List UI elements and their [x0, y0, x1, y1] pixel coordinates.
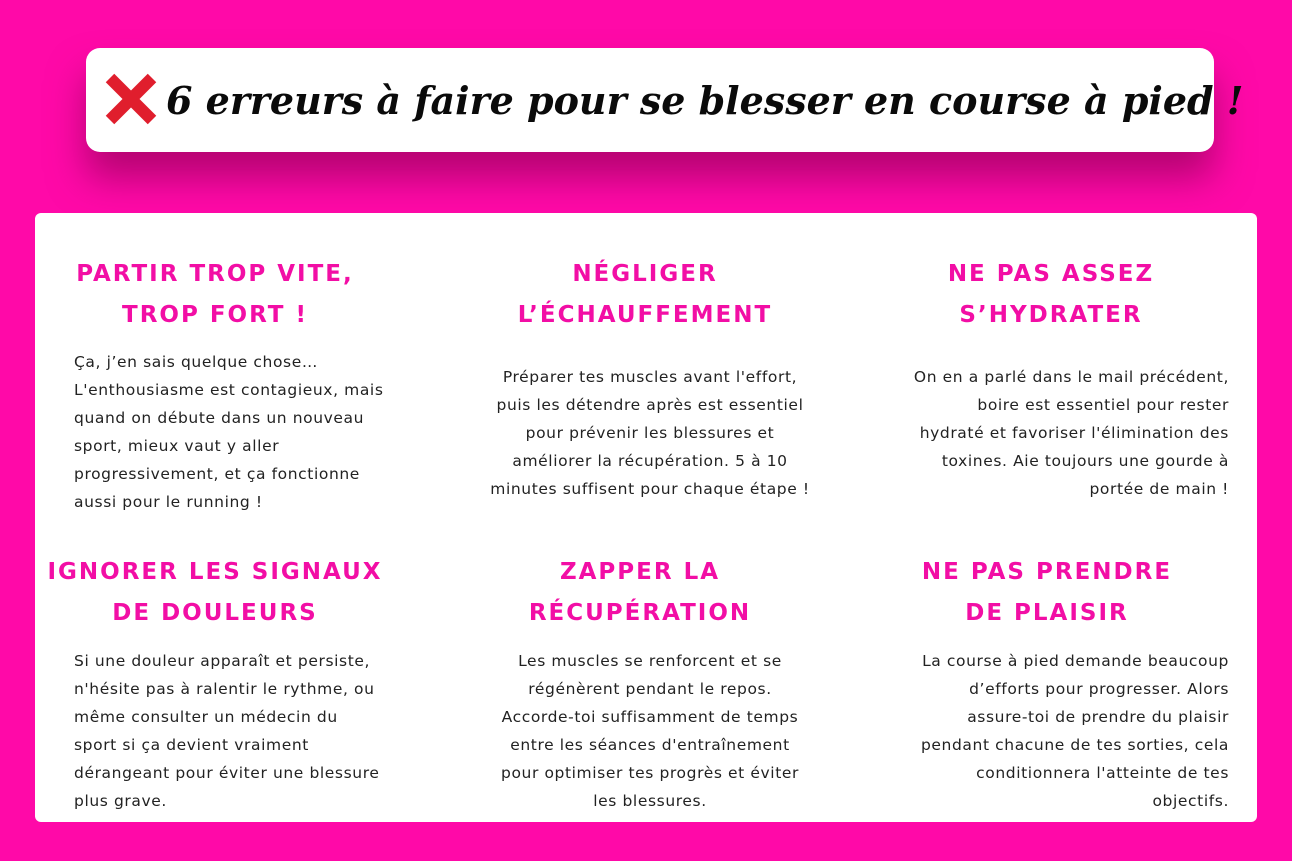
- body-line: plus grave.: [74, 792, 167, 810]
- error-heading-5: [480, 552, 800, 634]
- body-line: On en a parlé dans le mail précédent,: [913, 368, 1229, 386]
- body-line: quand on débute dans un nouveau: [74, 409, 365, 427]
- heading-line: ZAPPER LA: [559, 559, 721, 585]
- error-body-6: [847, 647, 1229, 815]
- error-heading-1: [65, 254, 365, 336]
- body-line: améliorer la récupération. 5 à 10: [512, 452, 788, 470]
- body-line: Accorde-toi suffisamment de temps: [501, 708, 799, 726]
- cross-mark-icon: [102, 70, 160, 128]
- body-line: Préparer tes muscles avant l'effort,: [502, 368, 798, 386]
- body-line: pour prévenir les blessures et: [525, 424, 775, 442]
- heading-line: DE PLAISIR: [965, 600, 1129, 626]
- heading-line: L’ÉCHAUFFEMENT: [517, 302, 773, 328]
- body-line: Si une douleur apparaît et persiste,: [74, 652, 371, 670]
- body-line: progressivement, et ça fonctionne: [74, 465, 360, 483]
- error-heading-4: [40, 552, 390, 634]
- error-heading-2: [475, 254, 815, 336]
- body-line: toxines. Aie toujours une gourde à: [941, 452, 1229, 470]
- body-line: les blessures.: [593, 792, 707, 810]
- body-line: sport, mieux vaut y aller: [74, 437, 280, 455]
- heading-line: NÉGLIGER: [572, 261, 718, 287]
- body-line: Ça, j’en sais quelque chose…: [74, 353, 318, 371]
- body-line: hydraté et favoriser l'élimination des: [919, 424, 1229, 442]
- error-body-3: [847, 363, 1229, 503]
- body-line: assure-toi de prendre du plaisir: [967, 708, 1229, 726]
- body-line: n'hésite pas à ralentir le rythme, ou: [74, 680, 375, 698]
- error-heading-6: [897, 552, 1197, 634]
- body-line: même consulter un médecin du: [74, 708, 338, 726]
- error-heading-3: [901, 254, 1201, 336]
- body-line: pour optimiser tes progrès et éviter: [501, 764, 799, 782]
- error-body-4: [74, 647, 434, 815]
- error-body-5: [460, 647, 840, 815]
- heading-line: S’HYDRATER: [959, 302, 1143, 328]
- body-line: régénèrent pendant le repos.: [528, 680, 772, 698]
- heading-line: PARTIR TROP VITE,: [76, 261, 354, 287]
- title-banner: [86, 48, 1244, 152]
- body-line: aussi pour le running !: [74, 493, 263, 511]
- body-line: entre les séances d'entraînement: [510, 736, 790, 754]
- body-line: boire est essentiel pour rester: [977, 396, 1229, 414]
- heading-line: NE PAS ASSEZ: [947, 261, 1155, 287]
- heading-line: IGNORER LES SIGNAUX: [47, 559, 383, 585]
- heading-line: TROP FORT !: [122, 302, 308, 328]
- body-line: La course à pied demande beaucoup: [922, 652, 1229, 670]
- page-title: 6 erreurs à faire pour se blesser en course à pied !: [166, 77, 1244, 123]
- body-line: pendant chacune de tes sorties, cela: [920, 736, 1229, 754]
- errors-card: [35, 213, 1257, 822]
- body-line: puis les détendre après est essentiel: [496, 396, 804, 414]
- body-line: Les muscles se renforcent et se: [518, 652, 782, 670]
- heading-line: RÉCUPÉRATION: [528, 600, 752, 626]
- body-line: minutes suffisent pour chaque étape !: [490, 480, 810, 498]
- body-line: objectifs.: [1152, 792, 1229, 810]
- body-line: conditionnera l'atteinte de tes: [976, 764, 1229, 782]
- heading-line: DE DOULEURS: [112, 600, 318, 626]
- error-body-1: [74, 348, 434, 516]
- heading-line: NE PAS PRENDRE: [921, 559, 1173, 585]
- error-body-2: [460, 363, 840, 503]
- body-line: portée de main !: [1089, 480, 1229, 498]
- body-line: dérangeant pour éviter une blessure: [74, 764, 380, 782]
- body-line: L'enthousiasme est contagieux, mais: [74, 381, 384, 399]
- body-line: sport si ça devient vraiment: [74, 736, 309, 754]
- body-line: d’efforts pour progresser. Alors: [969, 680, 1229, 698]
